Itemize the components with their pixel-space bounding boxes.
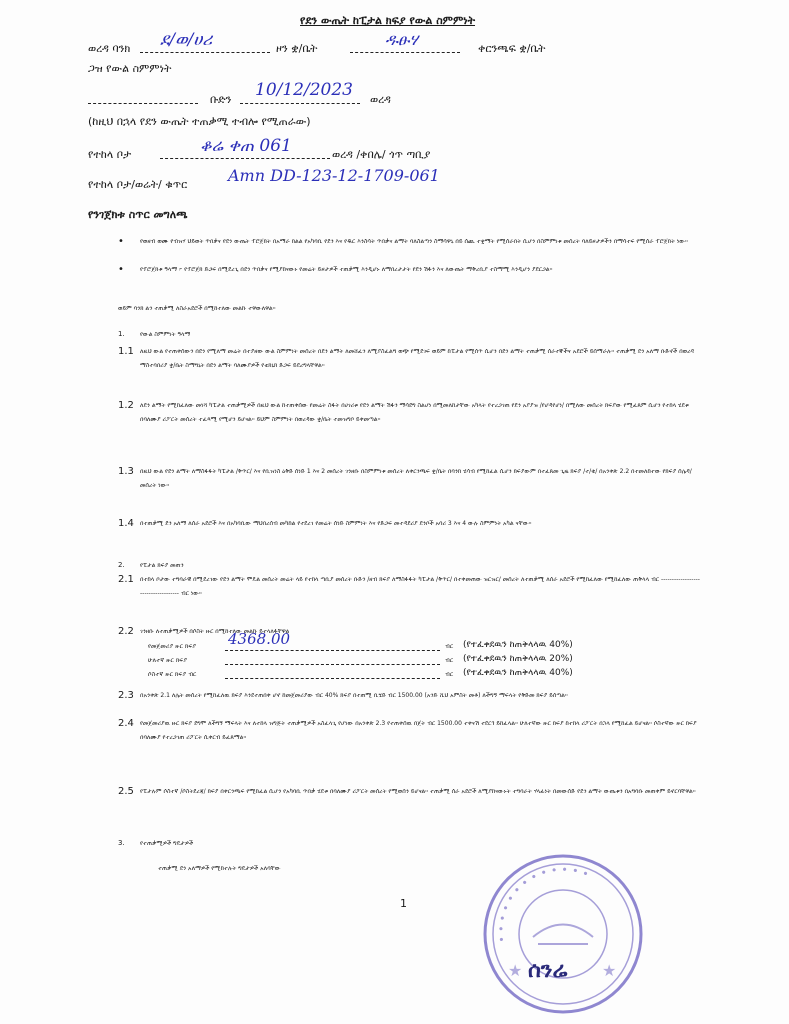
s1-number: 1. xyxy=(118,330,125,338)
bullet-dot-2: • xyxy=(118,264,124,275)
field2-line xyxy=(350,52,460,53)
pay-row-1-note: (የተፈቀደዉን ከጠቅላላዉ 40%) xyxy=(463,640,573,650)
field2-value: ዱፁሃ xyxy=(385,30,419,49)
payment-num-2-5: 2.5 xyxy=(118,786,134,797)
section-title: የንገጀክቱ ስጥር መግለጫ xyxy=(88,208,188,221)
pay-row-1-unit: ብር xyxy=(445,643,454,650)
field2-label: ዞን ቋ/ቤት xyxy=(276,42,318,55)
document-title: የደን ውጤት ከፒታል ክፍያ የውል ስምምነት xyxy=(300,14,476,27)
payment-text-2-2: ገንዘቡ ለተጠቃሚዎች በሶስት ዙር በሚከተለው መልኩ ይተላለፋቸዋል xyxy=(140,628,290,635)
s3-text: ተጠቃሚ ደን አለማዎች የሚከተሉት ግዴታዎች አለባቸው xyxy=(158,865,281,872)
address-label: የተከላ ቦታ xyxy=(88,148,132,161)
address-line xyxy=(160,158,330,159)
pay-row-3-note: (የተፈቀደዉን ከጠቅላላዉ 40%) xyxy=(463,668,573,678)
s1-title: የውል ስምምነት ዓላማ xyxy=(140,331,191,338)
stamp-text: ሰንሬ xyxy=(528,958,568,983)
pay-row-1-value: 4368.00 xyxy=(228,630,291,648)
code-value: Amn DD-123-12-1709-061 xyxy=(228,166,440,185)
date-label: ቡድን xyxy=(210,93,232,106)
section-num-1-3: 1.3 xyxy=(118,466,134,477)
s3-title: የተጠቃሚዎች ግዴታዎች xyxy=(140,840,194,847)
bullet-dot-1: • xyxy=(118,236,124,247)
bullet-2: የፕሮጀክቱ ዓላማ ፦ የፕሮጀክ ድጋፍ በሚደረጊ በደን ጥበቃና የሚያከናውኑ የመሬት ይዞታዎች ተጠቃሚ እንዲሆኑ ለማበረታታት የደን ሽፋን እና ለውጤት ማቅረቢያ ተስማሚ እንዲሆን ያደርጋል፡፡ xyxy=(140,266,553,273)
payment-text-2-4: የመጀመሪያዉ ዙር ክፍያ ደግሞ ለችግኝ ማፍላት እና ለተከላ ዝግጅት ተጠቃሚዎች አስፈላጊ የሆነው በአንቀጽ 2.3 የተጠቀሰዉ በጀት ብር 1500.00 ተቀናሽ ተደርጎ ይከፈላል፡፡ ሁለተኛው ዙር ክፍያ ከተከላ ሪፖርት በኋላ የሚከፈል ይሆናል፡፡ ሶስተኛው ዙር ክፍያ በባለሙያ የተረጋገጠ ሪፖርት ሲቀርብ ይፈጸማል፡፡ xyxy=(140,720,697,741)
seal-stamp-icon xyxy=(478,852,648,1017)
pay-row-2-line xyxy=(225,664,440,665)
section-text-1-2: ለደን ልማት የሚከፈለው መነሻ ካፒታል ተጠቃሚዎች በዚህ ውል ከተጠቀሰው የመሬት ስፋት በሀገሪቱ የደን ልማት ሽፋን ማሳደግ ስልሆነ በሚመለከታቸው አካላት የተረጋገጠ የደን አያያዝ /የሆዳየሆነ/ በሚለው መሰረት ክፍያው የሚፈጸም ሲሆን የተከላ ሂደቱ በባለሙያ ሪፖርት መሰረት ተፈጻሚ የሚሆን ይሆናል፡፡ ይህም ስምምነት በወረዳው ቋ/ቤት ተመዝግቦ ይቀመጣል፡፡ xyxy=(140,402,689,423)
section-text-1-3: በዚህ ውል የደን ልማት ለማስፋፋት ካፒታል /ቅጥር/ እና የቢዝነስ ዕቅድ ሰነድ 1 እና 2 መሰረት ገንዘቡ በስምምነቱ መሰረት ለቀርንጫፍ ቋ/ቤት በባንክ ሂሳብ የሚከፈል ሲሆን ክፍያውም በተፈጸመ ጊዜ ክፍያ /ተ/ቁ/ በአንቀጽ 2.2 በተመለከተው የክፍያ ሰሌዳ/ መሰረት ነው፡፡ xyxy=(140,468,692,489)
payment-num-2-3: 2.3 xyxy=(118,690,134,701)
s2-title: የፒታል ክፍያ መጠን xyxy=(140,562,184,569)
date-line xyxy=(240,103,360,104)
pre-date-line xyxy=(88,103,198,104)
s2-number: 2. xyxy=(118,561,125,569)
address-suffix: ወረዳ /ቀበሌ/ ጎጥ ጣቢያ xyxy=(332,148,431,161)
payment-num-2-2: 2.2 xyxy=(118,626,134,637)
section-text-1-1: ለዚህ ውል የተጠቀሰውን በደን የሚለማ መሬት በተያዘው ውል ስምምነት መሰረት በደን ልማት ለመሸፈን ለሚያስፈልግ ወጭ የሚደገፍ ወይም ከፒታል የሚሰጥ ሲሆን በደን ልማት ተጠቃሚ ሰራተኞችና አደሮች ይሰማራሉ፡፡ ተጠቃሚ ደን አለማ ቡድኖች በወረዳ ማስተባበሪያ ቋ/ቤት ስማግኒት በደን ልማት ባለሙያዎች የቴክኒክ ድጋፍ ይደረግላቸዋል፡፡ xyxy=(140,348,695,369)
section-text-1-4: በተጠቃሚ ደን አለማ ለሰራ አደሮች እና በአካባቢው ማህበረሰብ መካከል የተደረገ የመሬት ሰነድ ስምምነት እና የድጋፍ መተዳደሪያ ደንቦች አባሪ 3 እና 4 ውሉ ስምምነት አካል ናቸው፡፡ xyxy=(140,520,532,527)
payment-num-2-1: 2.1 xyxy=(118,574,134,585)
field1-label: ወረዳ ባንክ xyxy=(88,42,131,55)
field3-label: ቀርንጫፍ ቋ/ቤት xyxy=(478,42,546,55)
form-subtitle: ጋዝ የውል ስምምነት xyxy=(88,62,172,75)
date-value: 10/12/2023 xyxy=(255,80,353,100)
code-label: የተከላ ቦታ/ወሬት/ ቁጥር xyxy=(88,178,188,191)
payment-text-2-5: የፒታሉም ሶስተኛ /ሶስትደረጃ/ ክፍያ በቀርንጫፍ የሚከፈል ሲሆን የአካባቢ ጥበቃ ሂደቱ በባለሙያ ሪፖርት መሰረት የሚወሰን ይሆናል፡፡ ተጠቃሚ ሰራ አደሮች ለሚያከናውኑት ተግባራት ሃላፊነት በመውሰድ የደን ልማት ውጤቱን በአግባቡ መጠቀም ይኖርባቸዋል፡፡ xyxy=(140,788,696,795)
pay-row-3-line xyxy=(225,678,440,679)
section-num-1-4: 1.4 xyxy=(118,518,134,529)
svg-text:★: ★ xyxy=(508,961,523,980)
s3-number: 3. xyxy=(118,839,125,847)
payment-text-2-1: በተከላ ቦታው ተግባራዊ በሚደረገው የደን ልማት ሞዴል መሰረት መሬት ላይ የተከላ ጣቢያ መሰረት ቡድን /ዘብ ክፍያ ለማስፋፋት ካፒታል /ቅጥር/ በተቀመጠው ዝርዝር/ መሰረት ለተጠቃሚ ለሰራ አደሮች የሚከፈለው የሚከፈለው ጠቅላላ ብር ------------------------------------ ብር ነው፡፡ xyxy=(140,576,700,597)
pay-row-3-unit: ብር xyxy=(445,671,454,678)
bullet-1: የወዘብ ወሙ የብዝሃ ህይወት ጥበቃና የደን ውጤት ፕሮጀክት በአማራ ክልል የአካባቢ የደን እና የዱር እንስሳት ጥበቃና ልማት ባለስልጣን ስማሳዋኒ በይ ሰጪ ተቋማት የሚሰራበት ሲሆን በስምምነቱ መሰረት ባለይዞታዎችን በማሳተፍ የሚሰራ ፕሮጀክት ነው፡፡ xyxy=(140,238,688,245)
pay-row-2-unit: ብር xyxy=(445,657,454,664)
field1-line xyxy=(140,52,270,53)
page-number: 1 xyxy=(400,897,407,910)
pay-row-3-label: ሶስተኛ ዙር ክፍያ ብር xyxy=(148,671,197,678)
parenthetical: (ከዚህ በኋላ የደን ውጤት ተጠቃሚ ተብሎ የሚጠራው) xyxy=(88,115,311,128)
intro-text: ወይም ባንክ ልን ተጠቃሚ ለስራአደሮች በሚከተለው መልኩ ተዋውለዋል፡፡ xyxy=(118,305,276,312)
field1-value: ደ/ወ/ሀሪ xyxy=(160,30,213,50)
svg-text:• • • • • • • • • • • • •: • • • • • • • • • • • • • xyxy=(494,863,591,944)
payment-text-2-3: በአንቀጽ 2.1 ለሌት መሰረት የሚከፈለዉ ክፍያ እንደተጠበቀ ሆኖ ከመጀመሪያው ብር 40% ክፍያ በተጠሚ ቢሄድ ብር 1500.00 (አንድ ሺህ አምስት መቶ) ለችግኝ ማፍላት የቅድመ ክፍያ ይሰጣል፡፡ xyxy=(140,692,568,699)
pay-row-1-label: የመጀመሪያ ዙር ክፍያ xyxy=(148,643,197,650)
svg-text:★: ★ xyxy=(602,961,617,980)
section-num-1-2: 1.2 xyxy=(118,400,134,411)
pay-row-2-label: ሁለተኛ ዙር ክፍያ xyxy=(148,657,188,664)
address-value: ቆሬ ቀጠ 061 xyxy=(200,136,292,156)
after-date-label: ወረዳ xyxy=(370,93,391,106)
payment-num-2-4: 2.4 xyxy=(118,718,134,729)
section-num-1-1: 1.1 xyxy=(118,346,134,357)
pay-row-2-note: (የተፈቀደዉን ከጠቅላላዉ 20%) xyxy=(463,654,573,664)
pay-row-1-line xyxy=(225,650,440,651)
